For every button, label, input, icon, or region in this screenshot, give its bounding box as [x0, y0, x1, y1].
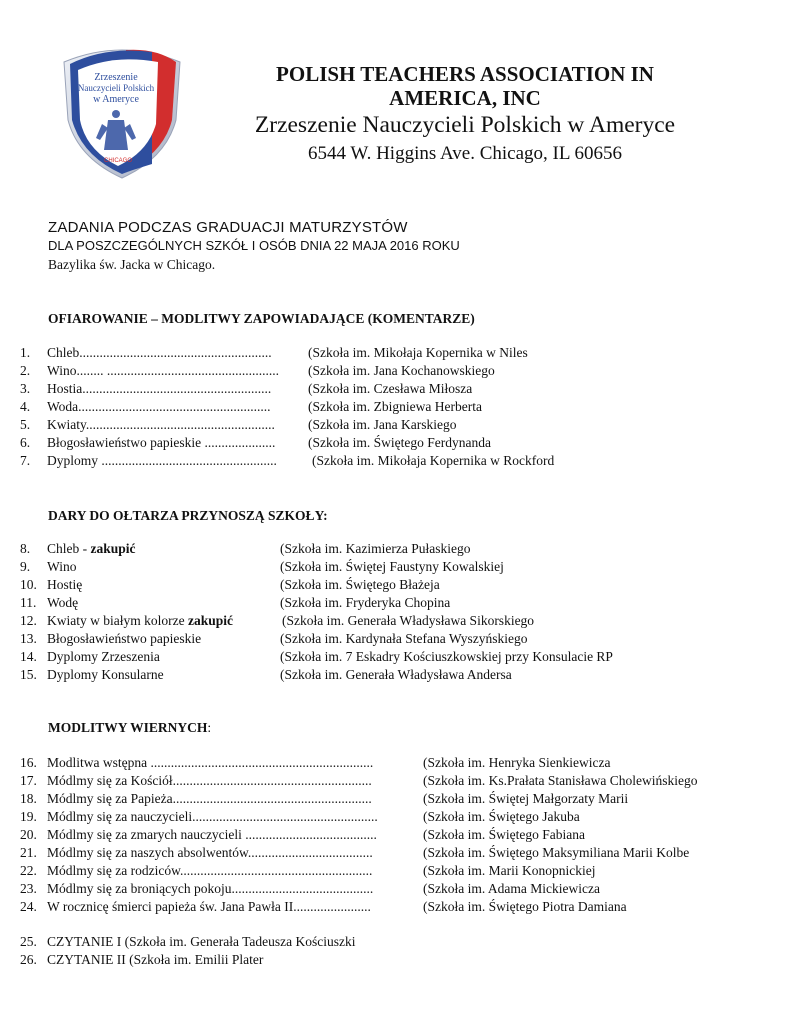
item-task: Módlmy się za nauczycieli.......................................................: [47, 809, 378, 824]
item-task: Dyplomy ....................................................: [47, 453, 277, 468]
item-school: (Szkoła im. Generała Władysława Sikorskiego: [282, 613, 535, 628]
item-number: 1.: [20, 345, 31, 360]
item-task: Chleb.........................................................: [47, 345, 272, 360]
item-task-text: Błogosławieństwo papieskie: [47, 631, 202, 646]
item-number: 23.: [20, 881, 37, 896]
item-number: 2.: [20, 363, 31, 378]
item-school: (Szkoła im. Generała Władysława Andersa: [280, 667, 512, 682]
section-prayers-heading-colon: :: [207, 720, 212, 735]
item-task: [47, 577, 82, 593]
item-task: Hostia........................................................: [47, 381, 272, 396]
item-number: 17.: [20, 773, 37, 788]
item-task: Woda.........................................................: [47, 399, 271, 414]
item-number: 25.: [20, 934, 37, 949]
item-task: [47, 649, 160, 665]
item-number: 22.: [20, 863, 37, 878]
logo-text-line-3: w Ameryce: [93, 94, 139, 105]
item-buy-note: zakupić: [90, 541, 136, 556]
item-text: CZYTANIE I (Szkoła im. Generała Tadeusza Kościuszki: [47, 934, 356, 949]
item-number: 7.: [20, 453, 31, 468]
item-school: (Szkoła im. Henryka Sienkiewicza: [423, 755, 611, 770]
item-number: 16.: [20, 755, 37, 770]
logo-text-line-1: Zrzeszenie: [94, 72, 138, 83]
item-text: CZYTANIE II (Szkoła im. Emilii Plater: [47, 952, 264, 967]
item-task: Kwiaty........................................................: [47, 417, 275, 432]
item-school: (Szkoła im. Jana Karskiego: [308, 417, 457, 432]
item-number: 14.: [20, 649, 37, 664]
item-task: Módlmy się za rodziców.........................................................: [47, 863, 373, 878]
item-number: 13.: [20, 631, 37, 646]
item-number: 5.: [20, 417, 31, 432]
item-number: 18.: [20, 791, 37, 806]
item-task: Módlmy się za zmarych nauczycieli .......................................: [47, 827, 377, 842]
item-school: (Szkoła im. Świętego Błażeja: [280, 577, 440, 592]
item-school: (Szkoła im. Mikołaja Kopernika w Rockford: [312, 453, 555, 468]
item-number: 4.: [20, 399, 31, 414]
item-school: (Szkoła im. Czesława Miłosza: [308, 381, 473, 396]
item-task: [47, 559, 76, 575]
item-school: (Szkoła im. Jana Kochanowskiego: [308, 363, 495, 378]
item-school: (Szkoła im. Świętego Fabiana: [423, 827, 585, 842]
item-school: (Szkoła im. 7 Eskadry Kościuszkowskiej przy Konsulacie RP: [280, 649, 613, 664]
section-prayers-heading: [48, 720, 211, 736]
org-title-line-1: POLISH TEACHERS ASSOCIATION IN: [276, 62, 654, 86]
document-location: Bazylika św. Jacka w Chicago.: [48, 257, 216, 272]
item-school: (Szkoła im. Kazimierza Pułaskiego: [280, 541, 471, 556]
item-number: 6.: [20, 435, 31, 450]
item-school: (Szkoła im. Marii Konopnickiej: [423, 863, 596, 878]
item-school: (Szkoła im. Świętego Maksymiliana Marii Kolbe: [423, 845, 690, 860]
item-task: [47, 631, 201, 647]
item-task: [47, 541, 136, 557]
item-school: (Szkoła im. Świętego Piotra Damiana: [423, 899, 627, 914]
org-name-polish: Zrzeszenie Nauczycieli Polskich w Ameryce: [254, 112, 676, 138]
document-title: ZADANIA PODCZAS GRADUACJI MATURZYSTÓW: [48, 219, 408, 236]
item-task: [47, 613, 233, 629]
item-task: Modlitwa wstępna ..................................................................: [47, 755, 374, 770]
item-school: (Szkoła im. Świętego Ferdynanda: [308, 435, 491, 450]
item-school: (Szkoła im. Świętej Faustyny Kowalskiej: [280, 559, 504, 574]
item-number: 3.: [20, 381, 31, 396]
item-task: W rocznicę śmierci papieża św. Jana Pawła II.......................: [47, 899, 371, 914]
item-school: (Szkoła im. Fryderyka Chopina: [280, 595, 451, 610]
item-number: 8.: [20, 541, 31, 556]
item-task: Błogosławieństwo papieskie .....................: [47, 435, 276, 450]
item-number: 9.: [20, 559, 31, 574]
item-number: 19.: [20, 809, 37, 824]
item-number: 11.: [20, 595, 37, 610]
item-task-text: Dyplomy Zrzeszenia: [47, 649, 160, 664]
item-school: (Szkoła im. Świętego Jakuba: [423, 809, 580, 824]
item-number: 12.: [20, 613, 37, 628]
item-task: Módlmy się za broniących pokoju..........................................: [47, 881, 374, 896]
item-task-text: Hostię: [47, 577, 83, 592]
document-subtitle: DLA POSZCZEGÓLNYCH SZKÓŁ I OSÓB DNIA 22 MAJA 2016 ROKU: [48, 238, 460, 253]
item-task: Módlmy się za naszych absolwentów.....................................: [47, 845, 373, 860]
association-logo: [56, 40, 188, 180]
item-task-text: Wodę: [47, 595, 79, 610]
item-task-text: Dyplomy Konsularne: [47, 667, 164, 682]
item-task: [47, 595, 78, 611]
item-task-text: Wino: [47, 559, 77, 574]
item-buy-note: zakupić: [187, 613, 233, 628]
item-number: 21.: [20, 845, 37, 860]
section-offertory-heading: OFIAROWANIE – MODLITWY ZAPOWIADAJĄCE (KOMENTARZE): [48, 311, 475, 326]
item-number: 26.: [20, 952, 37, 967]
org-title-line-2: AMERICA, INC: [389, 86, 541, 110]
item-school: (Szkoła im. Zbigniewa Herberta: [308, 399, 482, 414]
logo-text-line-2: Nauczycieli Polskich: [77, 83, 155, 93]
item-school: (Szkoła im. Świętej Małgorzaty Marii: [423, 791, 629, 806]
item-school: (Szkoła im. Ks.Prałata Stanisława Cholewińskiego: [423, 773, 698, 788]
section-prayers-heading-text: MODLITWY WIERNYCH: [48, 720, 208, 735]
item-school: (Szkoła im. Adama Mickiewicza: [423, 881, 600, 896]
item-task: Wino........ ...................................................: [47, 363, 279, 378]
item-task: [47, 667, 164, 683]
item-task-text: Kwiaty w białym kolorze: [47, 613, 188, 628]
section-gifts-heading: DARY DO OŁTARZA PRZYNOSZĄ SZKOŁY:: [48, 508, 328, 523]
item-task: Módlmy się za Kościół...........................................................: [47, 773, 372, 788]
org-address: 6544 W. Higgins Ave. Chicago, IL 60656: [307, 143, 622, 164]
item-task-text: Chleb -: [47, 541, 91, 556]
item-number: 15.: [20, 667, 37, 682]
item-number: 24.: [20, 899, 37, 914]
item-number: 10.: [20, 577, 37, 592]
item-school: (Szkoła im. Kardynała Stefana Wyszyńskiego: [280, 631, 528, 646]
item-task: Módlmy się za Papieża...........................................................: [47, 791, 372, 806]
logo-city: CHICAGO: [103, 158, 133, 164]
item-number: 20.: [20, 827, 37, 842]
item-school: (Szkoła im. Mikołaja Kopernika w Niles: [308, 345, 528, 360]
